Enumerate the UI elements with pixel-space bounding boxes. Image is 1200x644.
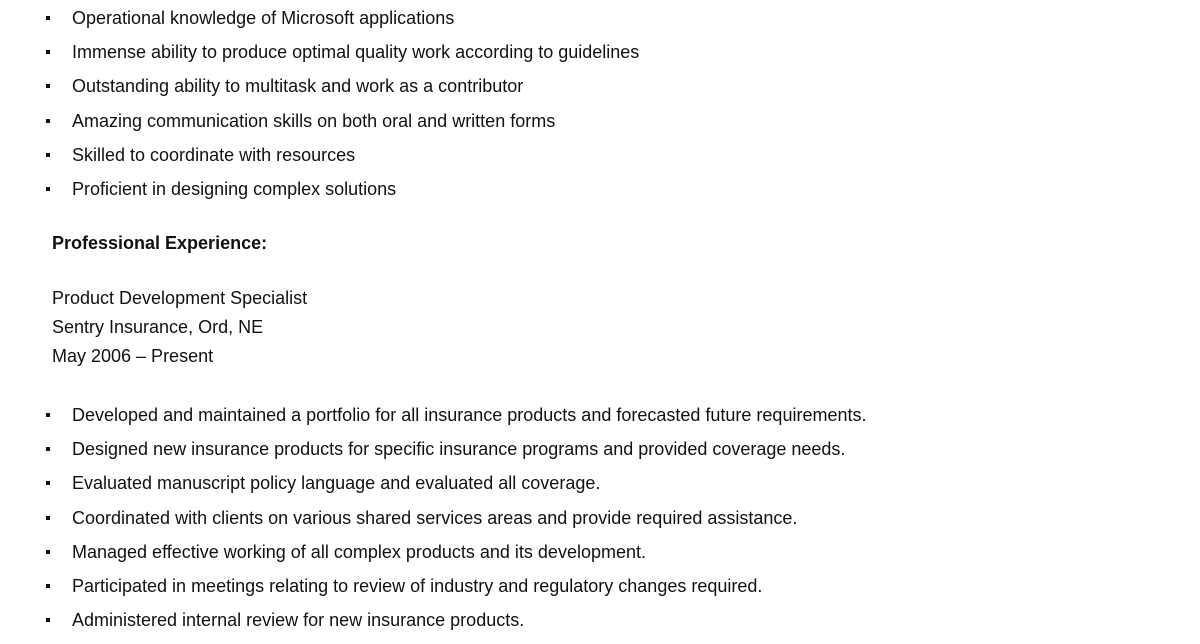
bullet-icon	[46, 119, 50, 123]
duty-text: Evaluated manuscript policy language and evaluated all coverage.	[72, 473, 601, 494]
bullet-icon	[46, 481, 50, 485]
bullet-icon	[46, 153, 50, 157]
duty-text: Managed effective working of all complex products and its development.	[72, 541, 646, 562]
bullet-icon	[46, 618, 50, 622]
bullet-icon	[46, 447, 50, 451]
skill-text: Proficient in designing complex solutions	[72, 178, 397, 199]
duty-text: Designed new insurance products for specific insurance programs and provided coverage needs.	[72, 439, 846, 460]
job-title: Product Development Specialist	[52, 288, 308, 308]
bullet-icon	[46, 516, 50, 520]
bullet-icon	[46, 16, 50, 20]
bullet-icon	[46, 584, 50, 588]
skill-text: Operational knowledge of Microsoft applications	[72, 8, 455, 28]
skill-text: Immense ability to produce optimal quality work according to guidelines	[72, 42, 640, 63]
duty-text: Administered internal review for new insurance products.	[72, 610, 525, 631]
bullet-icon	[46, 84, 50, 88]
skill-text: Outstanding ability to multitask and work as a contributor	[72, 76, 524, 97]
duty-text: Participated in meetings relating to review of industry and regulatory changes required.	[72, 575, 763, 596]
section-heading-professional-experience: Professional Experience:	[52, 233, 268, 253]
job-company: Sentry Insurance, Ord, NE	[52, 317, 264, 337]
bullet-icon	[46, 187, 50, 191]
duty-text: Coordinated with clients on various shared services areas and provide required assistance.	[72, 507, 798, 528]
skill-text: Skilled to coordinate with resources	[72, 144, 356, 165]
bullet-icon	[46, 50, 50, 54]
bullet-icon	[46, 550, 50, 554]
job-dates: May 2006 – Present	[52, 346, 214, 366]
skill-text: Amazing communication skills on both oral and written forms	[72, 110, 556, 131]
bullet-icon	[46, 413, 50, 417]
duty-text: Developed and maintained a portfolio for all insurance products and forecasted future requirements.	[72, 405, 867, 425]
